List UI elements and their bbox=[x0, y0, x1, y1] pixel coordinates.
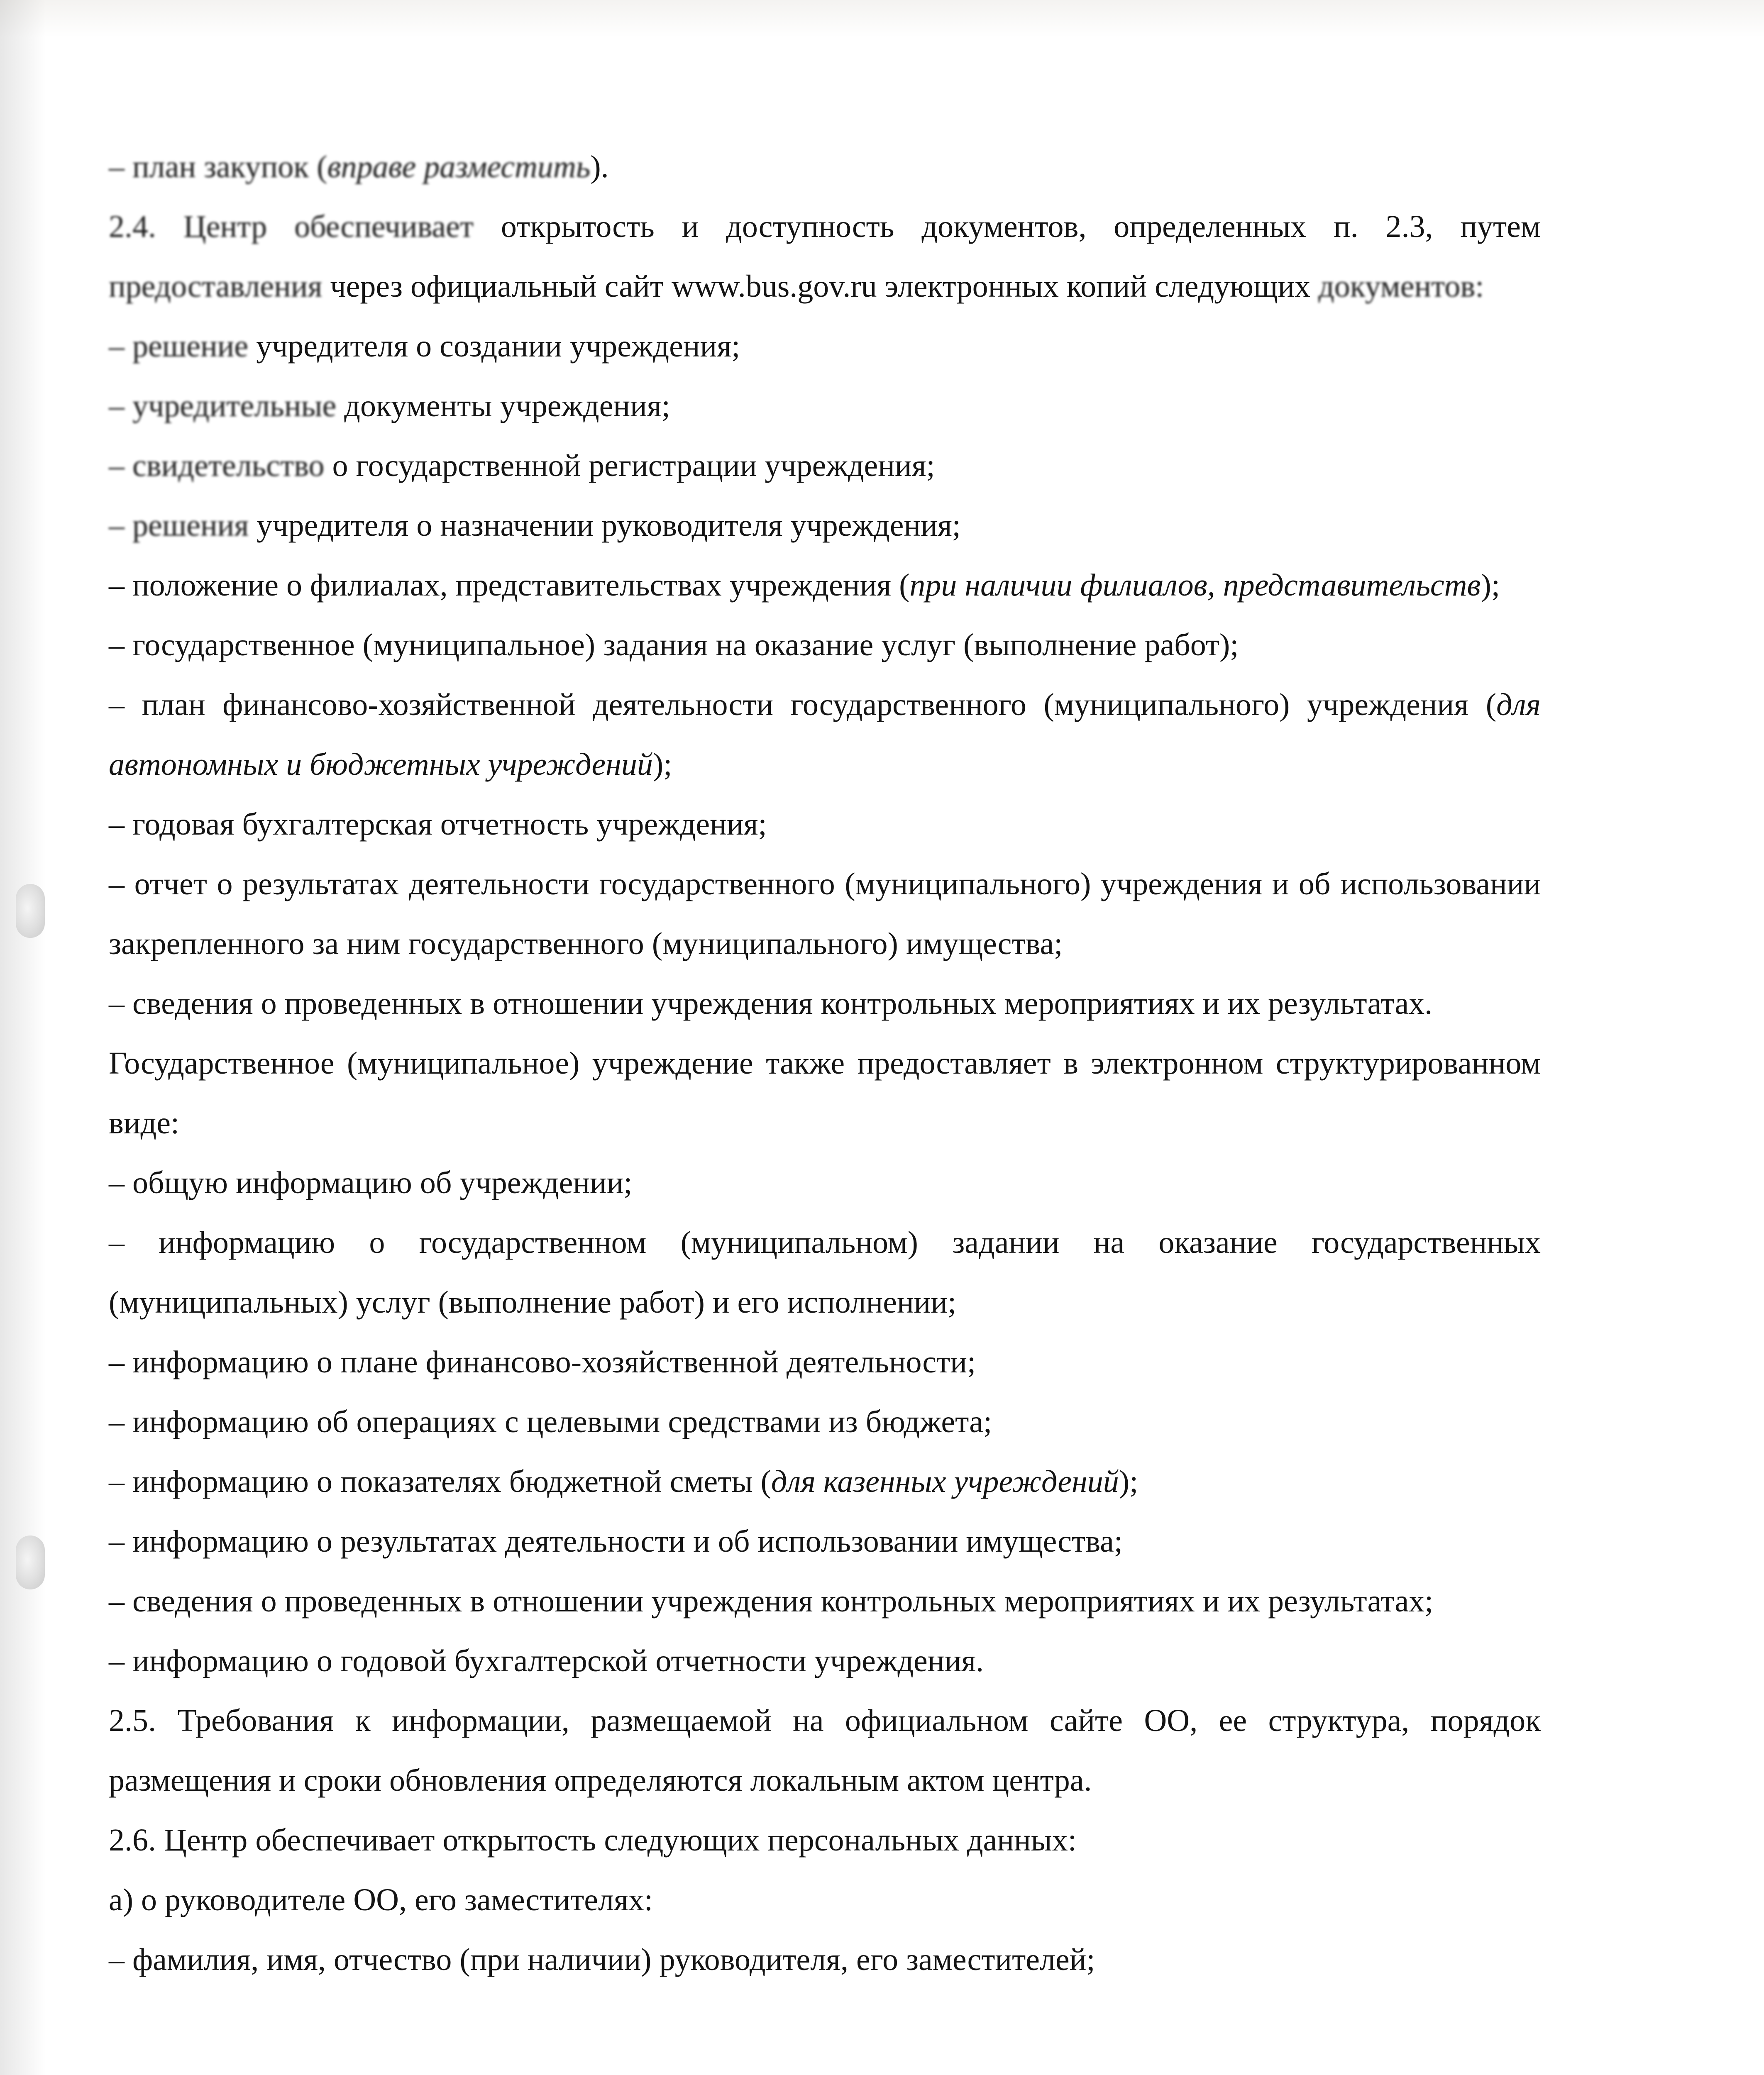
document-body bbox=[109, 137, 1541, 1990]
paragraph-2-6-a: а) о руководителе ОО, его заместителях: bbox=[109, 1882, 653, 1917]
punch-hole-mark bbox=[16, 884, 45, 938]
list-item: – решения учредителя о назначении руководителя учреждения; bbox=[109, 508, 961, 543]
list-item: – годовая бухгалтерская отчетность учреждения; bbox=[109, 807, 767, 842]
list-item: – общую информацию об учреждении; bbox=[109, 1165, 633, 1200]
list-item: – информацию о показателях бюджетной сметы (для казенных учреждений); bbox=[109, 1464, 1139, 1499]
paragraph-2-5: 2.5. Требования к информации, размещаемой на официальном сайте ОО, ее структура, порядок размещения и сроки обновления определяются локальным актом центра. bbox=[109, 1703, 1541, 1798]
list-item: – информацию о государственном (муниципальном) задании на оказание государственных (муниципальных) услуг (выполнение работ) и его исполнении; bbox=[109, 1225, 1541, 1320]
list-item: – отчет о результатах деятельности государственного (муниципального) учреждения и об использовании закрепленного за ним государственного (муниципального) имущества; bbox=[109, 867, 1541, 961]
list-item: – сведения о проведенных в отношении учреждения контрольных мероприятиях и их результатах; bbox=[109, 1584, 1434, 1618]
list-item: – сведения о проведенных в отношении учреждения контрольных мероприятиях и их результатах. bbox=[109, 986, 1433, 1021]
list-item: – информацию об операциях с целевыми средствами из бюджета; bbox=[109, 1404, 992, 1439]
list-item: – план финансово-хозяйственной деятельности государственного (муниципального) учреждения (для автономных и бюджетных учреждений); bbox=[109, 687, 1541, 782]
list-item: – государственное (муниципальное) задания на оказание услуг (выполнение работ); bbox=[109, 627, 1239, 662]
paragraph-procurement-plan: – план закупок (вправе разместить). bbox=[109, 149, 609, 184]
paragraph-structured-info: Государственное (муниципальное) учреждение также предоставляет в электронном структурированном виде: bbox=[109, 1046, 1541, 1140]
scan-edge-shadow bbox=[0, 0, 46, 2075]
paragraph-2-4: 2.4. Центр обеспечивает открытость и доступность документов, определенных п. 2.3, путем предоставления через официальный сайт www.bus.gov.ru электронных копий следующих документов: bbox=[109, 209, 1541, 304]
list-item: – информацию о годовой бухгалтерской отчетности учреждения. bbox=[109, 1643, 984, 1678]
list-item: – учредительные документы учреждения; bbox=[109, 388, 670, 423]
paragraph-2-6: 2.6. Центр обеспечивает открытость следующих персональных данных: bbox=[109, 1823, 1077, 1858]
list-item: – решение учредителя о создании учреждения; bbox=[109, 329, 740, 364]
list-item: – фамилия, имя, отчество (при наличии) руководителя, его заместителей; bbox=[109, 1942, 1095, 1977]
list-item: – свидетельство о государственной регистрации учреждения; bbox=[109, 448, 935, 483]
punch-hole-mark bbox=[16, 1536, 45, 1589]
list-item: – информацию о плане финансово-хозяйственной деятельности; bbox=[109, 1345, 976, 1379]
list-item: – положение о филиалах, представительствах учреждения (при наличии филиалов, представительств); bbox=[109, 568, 1500, 603]
list-item: – информацию о результатах деятельности и об использовании имущества; bbox=[109, 1524, 1123, 1559]
